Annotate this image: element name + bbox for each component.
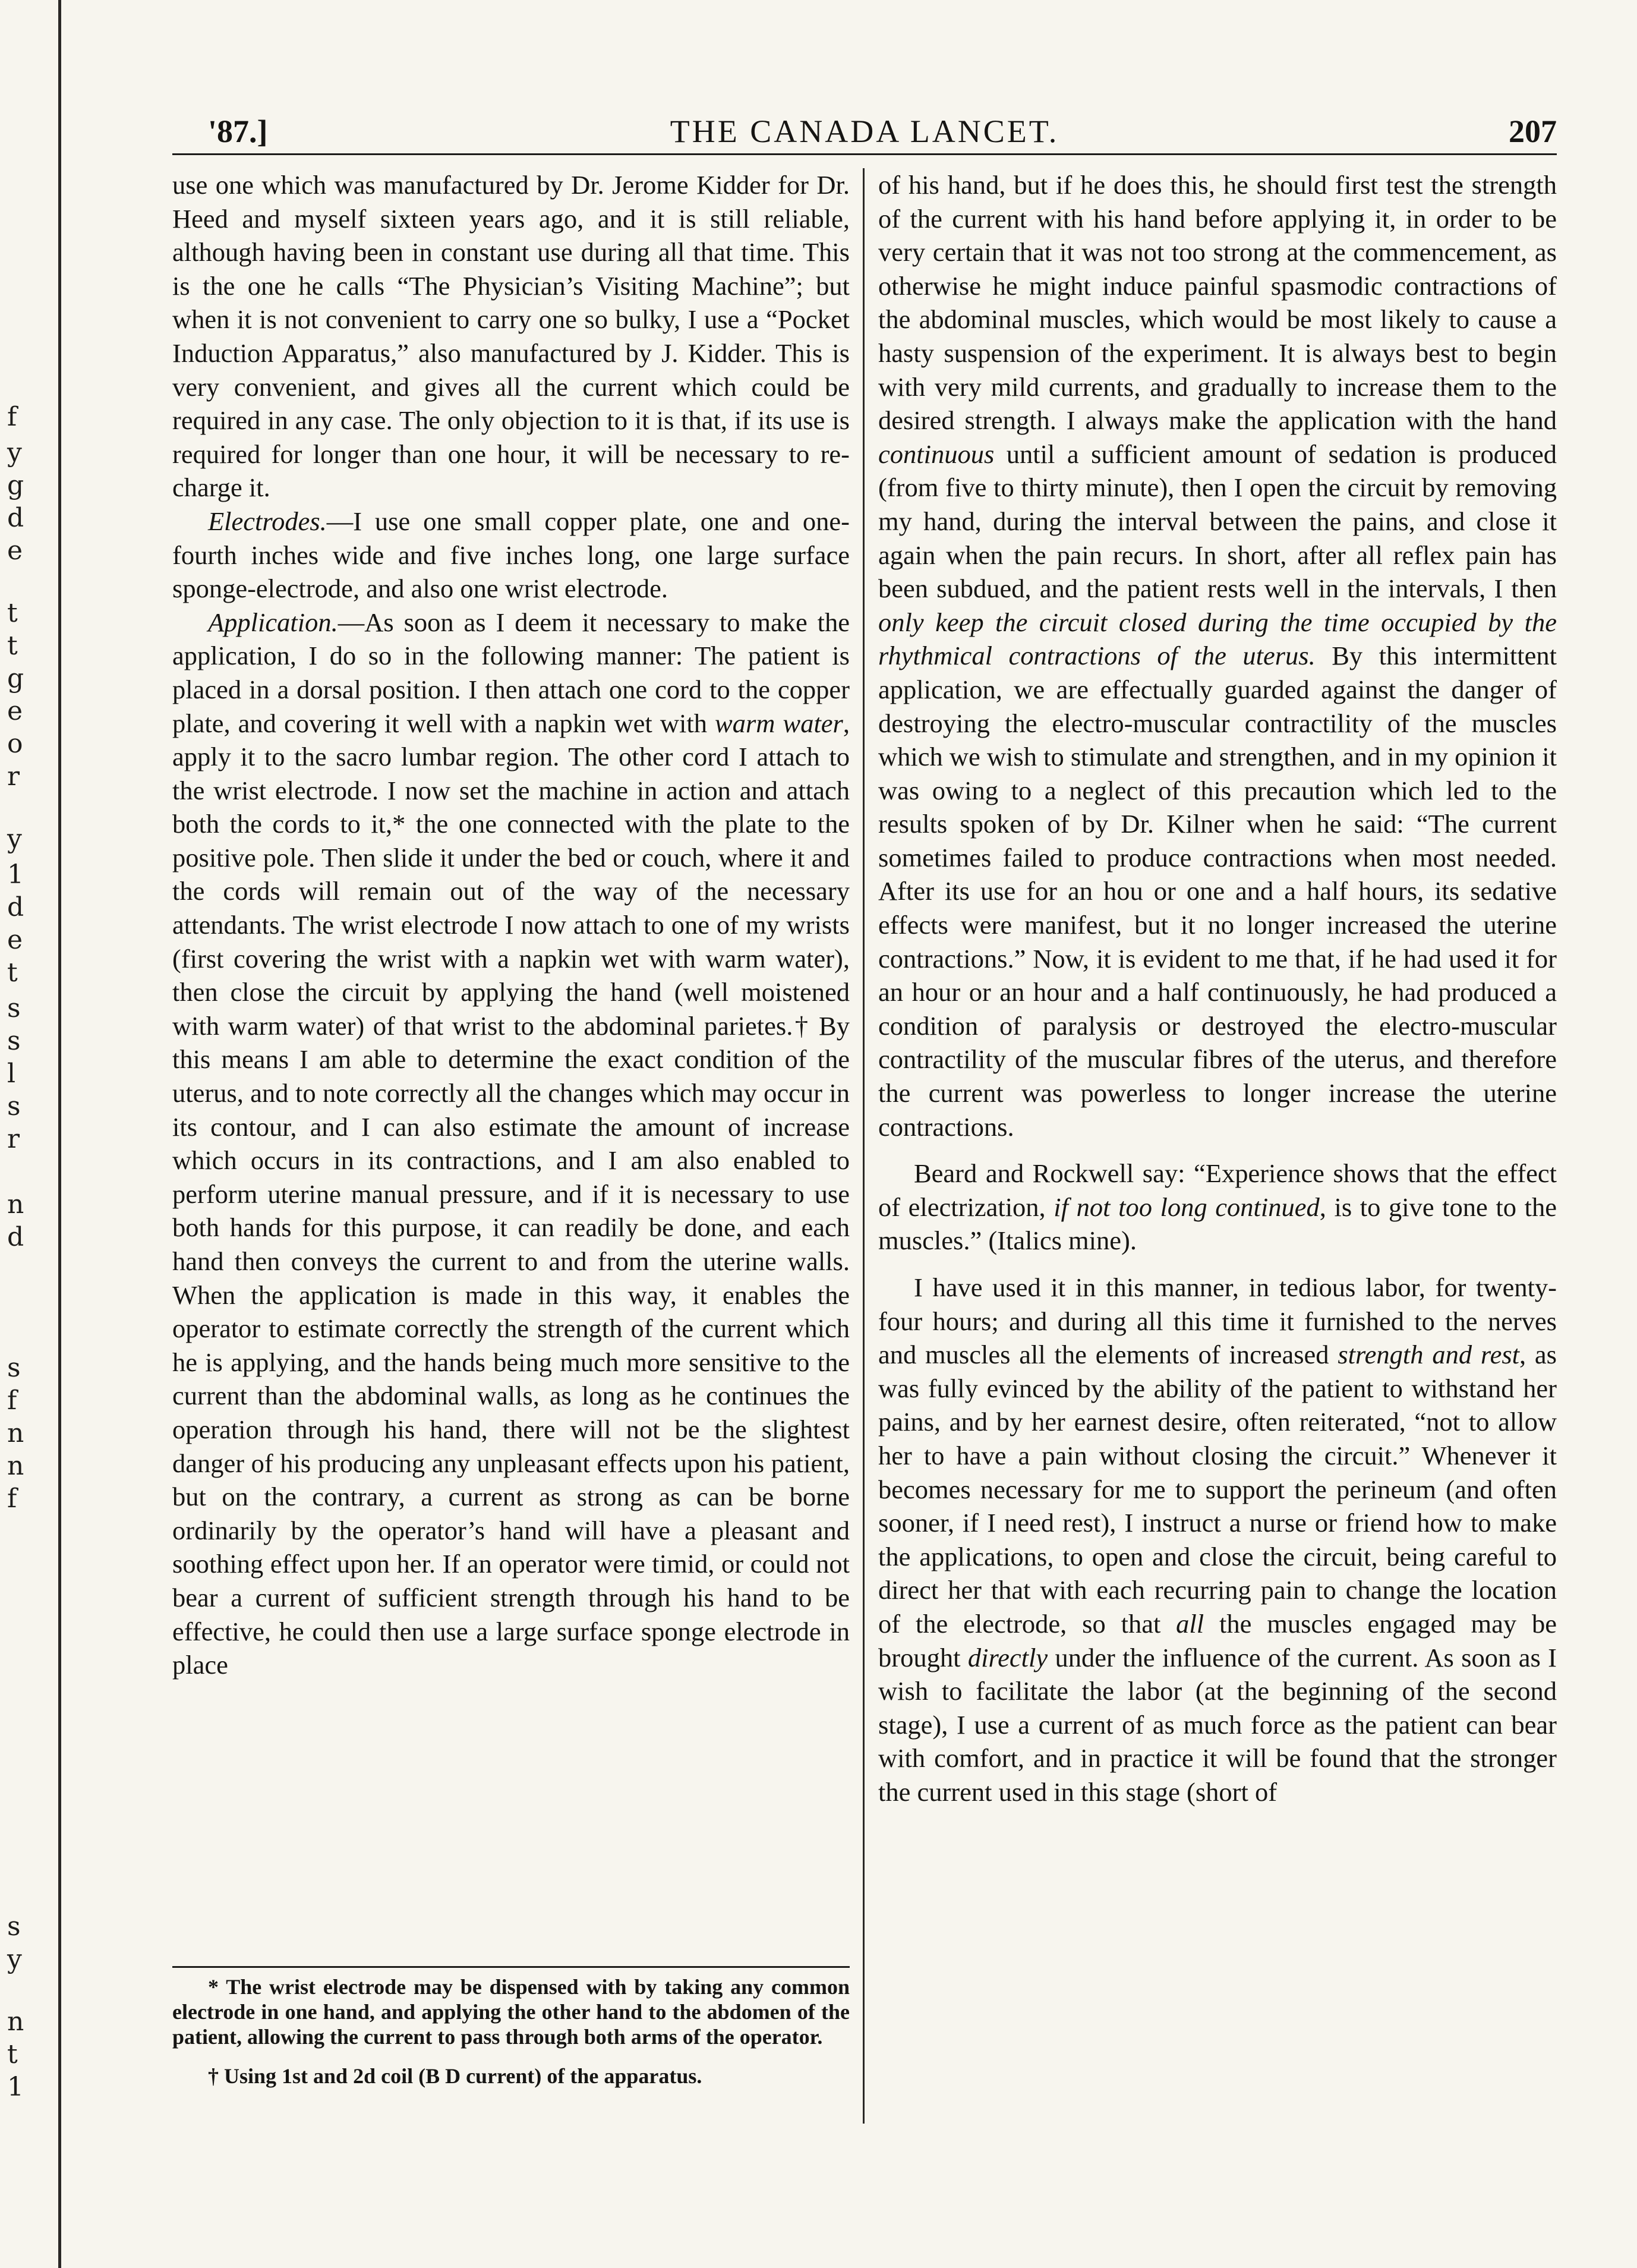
- paragraph-text: , is to give tone to the muscles.” (Italics mine).: [878, 1192, 1557, 1256]
- facing-page-edge: [0, 0, 77, 2268]
- margin-fragment: s: [7, 1026, 21, 1056]
- margin-fragment: e: [7, 696, 23, 726]
- footnote-rule: [172, 1966, 850, 1968]
- header-rule: [172, 153, 1557, 155]
- paragraph-text: I have used it in this manner, in tedious labor, for twenty-four hours; and during all this time it furnished to the nerves and muscles all the elements of increased: [878, 1272, 1557, 1370]
- margin-fragment: r: [7, 1124, 20, 1154]
- margin-fragment: y: [7, 1944, 22, 1974]
- margin-fragment: f: [7, 402, 17, 432]
- paragraph-text: the muscles engaged may be brought: [878, 1608, 1557, 1672]
- margin-fragment: d: [7, 892, 24, 922]
- margin-fragment: r: [7, 761, 20, 792]
- margin-fragment: 1: [7, 859, 24, 890]
- paragraph-text: under the influence of the current. As soon as I wish to facilitate the labor (at the beginning of the second stage), I use a current of as much force as the patient can bear with comfort, and in practice it will be found that the stronger the current used in this stage (short of: [878, 1642, 1557, 1807]
- column-divider: [863, 168, 865, 2124]
- running-head-year: '87.]: [208, 114, 268, 149]
- paragraph: use one which was manufactured by Dr. Jerome Kidder for Dr. Heed and myself sixteen years ago, and it is still reliable, although having been in constant use during all that time. This is the one he calls “The Physician’s Visiting Machine”; but when it is not convenient to carry one so bulky, I use a “Pocket Induction Apparatus,” also manufactured by J. Kidder. This is very convenient, and gives all the current which could be required in any case. The only objection to it is that, if its use is required for longer than one hour, it will be necessary to re-charge it.: [172, 170, 850, 503]
- margin-fragment: t: [7, 598, 18, 628]
- footnote: † Using 1st and 2d coil (B D current) of the apparatus.: [208, 2064, 702, 2088]
- margin-fragment: t: [7, 631, 18, 661]
- italic-phrase: warm water: [715, 708, 843, 738]
- margin-fragment: g: [7, 470, 24, 500]
- margin-fragment: f: [7, 1483, 17, 1514]
- page-number: 207: [1509, 114, 1557, 149]
- section-heading: Electrodes.: [208, 506, 327, 536]
- italic-phrase: if not too long continued: [1054, 1192, 1320, 1222]
- footnotes: [172, 1974, 850, 2089]
- journal-title: THE CANADA LANCET.: [670, 114, 1059, 149]
- margin-fragment: t: [7, 957, 18, 988]
- margin-fragment: g: [7, 663, 24, 694]
- paragraph-text: —As soon as I deem it necessary to make the application, I do so in the following manner: The patient is placed in a dorsal position. I then attach one cord to the copper plate, and covering it well with a napkin wet with: [172, 607, 850, 738]
- margin-fragment: s: [7, 993, 21, 1023]
- paragraph: [878, 168, 1557, 1144]
- margin-fragment: s: [7, 1911, 21, 1942]
- gutter-line: [58, 0, 61, 2268]
- italic-phrase: only keep the circuit closed during the time occupied by the rhythmical contractions of the uterus.: [878, 607, 1557, 671]
- paragraph-application: [172, 606, 850, 1682]
- margin-fragment: f: [7, 1385, 17, 1416]
- paragraph-text: Beard and Rockwell say: “Experience shows that the effect of electrization,: [878, 1158, 1557, 1222]
- paragraph-text: By this intermittent application, we are effectually guarded against the danger of destroying the electro-muscular contractility of the muscles which we wish to stimulate and strengthen, and in my opinion it was owing to a neglect of this precaution which led to the results spoken of by Dr. Kilner when he said: “The current sometimes failed to produce contractions when most needed. After its use for an hou or one and a half hours, its sedative effects were manifest, but it no longer increased the uterine contractions.” Now, it is evident to me that, if he had used it for an hour or an hour and a half continuously, he had produced a condition of paralysis or destroyed the electro-muscular contractility of the muscular fibres of the uterus, and therefore the current was powerless to longer increase the uterine contractions.: [878, 641, 1557, 1142]
- paragraph-text: of his hand, but if he does this, he should first test the strength of the current with his hand before applying it, in order to be very certain that it was not too strong at the commencement, as otherwise he might induce painful spasmodic contractions of the abdominal muscles, which would be most likely to cause a hasty suspension of the experiment. It is always best to begin with very mild currents, and gradually to increase them to the desired strength. I always make the application with the hand: [878, 170, 1557, 436]
- margin-fragment: e: [7, 536, 23, 566]
- margin-fragment: d: [7, 503, 24, 533]
- left-column: [172, 168, 850, 1682]
- margin-fragment: s: [7, 1353, 21, 1383]
- margin-fragment: e: [7, 925, 23, 955]
- margin-fragment: n: [7, 2006, 24, 2037]
- section-heading: Application.: [208, 607, 338, 637]
- margin-fragment: n: [7, 1451, 24, 1481]
- paragraph-electrodes: [172, 505, 850, 606]
- margin-fragment: n: [7, 1189, 24, 1220]
- italic-phrase: continuous: [878, 439, 995, 469]
- margin-fragment: s: [7, 1091, 21, 1122]
- margin-fragment: d: [7, 1222, 24, 1252]
- italic-phrase: directly: [967, 1642, 1048, 1672]
- paragraph: [878, 1157, 1557, 1258]
- running-head: [172, 113, 1557, 155]
- margin-fragment: l: [7, 1059, 16, 1089]
- footnote: * The wrist electrode may be dispensed with by taking any common electrode in one hand, and applying the other hand to the abdomen of the patient, allowing the current to pass through both arms of the operator.: [172, 1975, 850, 2049]
- paragraph-text: —I use one small copper plate, one and one-fourth inches wide and five inches long, one large surface sponge-electrode, and also one wrist electrode.: [172, 506, 850, 604]
- margin-fragment: t: [7, 2039, 18, 2069]
- margin-fragment: y: [7, 437, 22, 468]
- paragraph-text: , apply it to the sacro lumbar region. The other cord I attach to the wrist electrode. I now set the machine in action and attach both the cords to it,* the one connected with the plate to the positive pole. Then slide it under the bed or couch, where it and the cords will remain out of the way of the necessary attendants. The wrist electrode I now attach to one of my wrists (first covering the wrist with a napkin wet with warm water), then close the circuit by applying the hand (well moistened with warm water) of that wrist to the abdominal parietes.† By this means I am able to determine the exact condition of the uterus, and to note correctly all the changes which may occur in its contour, and I can also estimate the amount of increase which occurs in its contractions, and I am also enabled to perform uterine manual pressure, and if it is necessary to use both hands for this purpose, it can readily be done, and each hand then conveys the current to and from the uterine walls. When the application is made in this way, it enables the operator to estimate correctly the strength of the current which he is applying, and the hands being much more sensitive to the current than the abdominal walls, as long as he continues the operation through his hand, there will not be the slightest danger of his producing any unpleasant effects upon his patient, but on the contrary, a current as strong as can be borne ordinarily by the operator’s hand will have a pleasant and soothing effect upon her. If an operator were timid, or could not bear a current of sufficient strength through his hand to be effective, he could then use a large surface sponge electrode in place: [172, 708, 850, 1680]
- italic-phrase: all: [1176, 1608, 1204, 1639]
- paragraph: [878, 1271, 1557, 1809]
- margin-fragment: y: [7, 824, 22, 854]
- margin-fragment: 1: [7, 2072, 24, 2102]
- margin-fragment: o: [7, 729, 23, 759]
- paragraph-text: until a sufficient amount of sedation is produced (from five to thirty minute), then I open the circuit by removing my hand, during the interval between the pains, and close it again when the pain recurs. In short, after all reflex pain has been subdued, and the patient rests well in the intervals, I then: [878, 439, 1557, 604]
- paragraph-text: , as was fully evinced by the ability of the patient to withstand her pains, and by her earnest desire, often reiterated, “not to allow her to have a pain without closing the circuit.” Whenever it becomes necessary for me to support the perineum (and often sooner, if I need rest), I instruct a nurse or friend how to make the applications, to open and close the circuit, being careful to direct her that with each recurring pain to change the location of the electrode, so that: [878, 1340, 1557, 1639]
- margin-fragment: n: [7, 1418, 24, 1448]
- italic-phrase: strength and rest: [1338, 1340, 1519, 1370]
- right-column: [878, 168, 1557, 1809]
